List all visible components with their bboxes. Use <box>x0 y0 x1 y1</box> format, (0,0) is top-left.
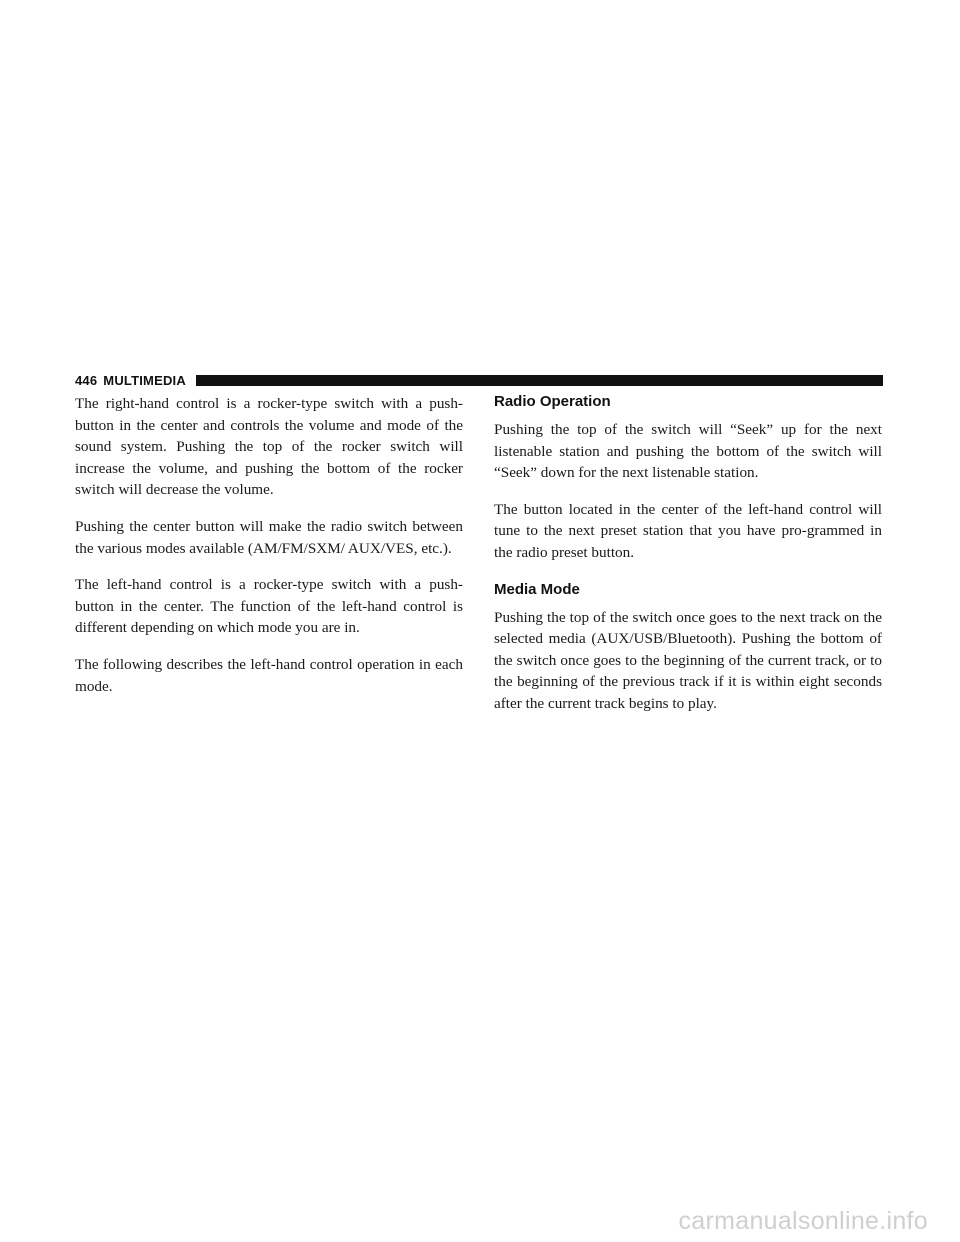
radio-operation-heading: Radio Operation <box>494 393 611 410</box>
paragraph: Pushing the top of the switch will “Seek” up for the next listenable station and pushing the bottom of the switch will “Seek” down for the next listenable station. <box>494 421 882 482</box>
section-title: MULTIMEDIA <box>103 372 186 388</box>
left-column <box>75 391 463 712</box>
paragraph: Pushing the center button will make the radio switch between the various modes available (AM/FM/SXM/ AUX/VES, etc.). <box>75 517 463 557</box>
paragraph: The following describes the left-hand control operation in each mode. <box>75 655 463 695</box>
paragraph: The button located in the center of the left-hand control will tune to the next preset station that you have pro-grammed in the radio preset button. <box>494 500 882 561</box>
page-number: 446 <box>75 372 98 388</box>
paragraph: The left-hand control is a rocker-type switch with a push-button in the center. The function of the left-hand control is different depending on which mode you are in. <box>75 576 463 637</box>
right-column <box>494 391 882 730</box>
header-label <box>75 373 186 388</box>
paragraph: The right-hand control is a rocker-type switch with a push-button in the center and controls the volume and mode of the sound system. Pushing the top of the rocker switch will increase the volume, and pushing the bottom of the rocker switch will decrease the volume. <box>75 395 463 499</box>
page-header <box>75 369 883 391</box>
header-rule <box>196 375 883 386</box>
paragraph: Pushing the top of the switch once goes to the next track on the selected media (AUX/USB/Bluetooth). Pushing the bottom of the switch once goes to the beginning of the current track, or to the beginning of the previous track if it is within eight seconds after the current track begins to play. <box>494 608 882 712</box>
media-mode-heading: Media Mode <box>494 580 580 598</box>
watermark: carmanualsonline.info <box>678 1207 928 1235</box>
